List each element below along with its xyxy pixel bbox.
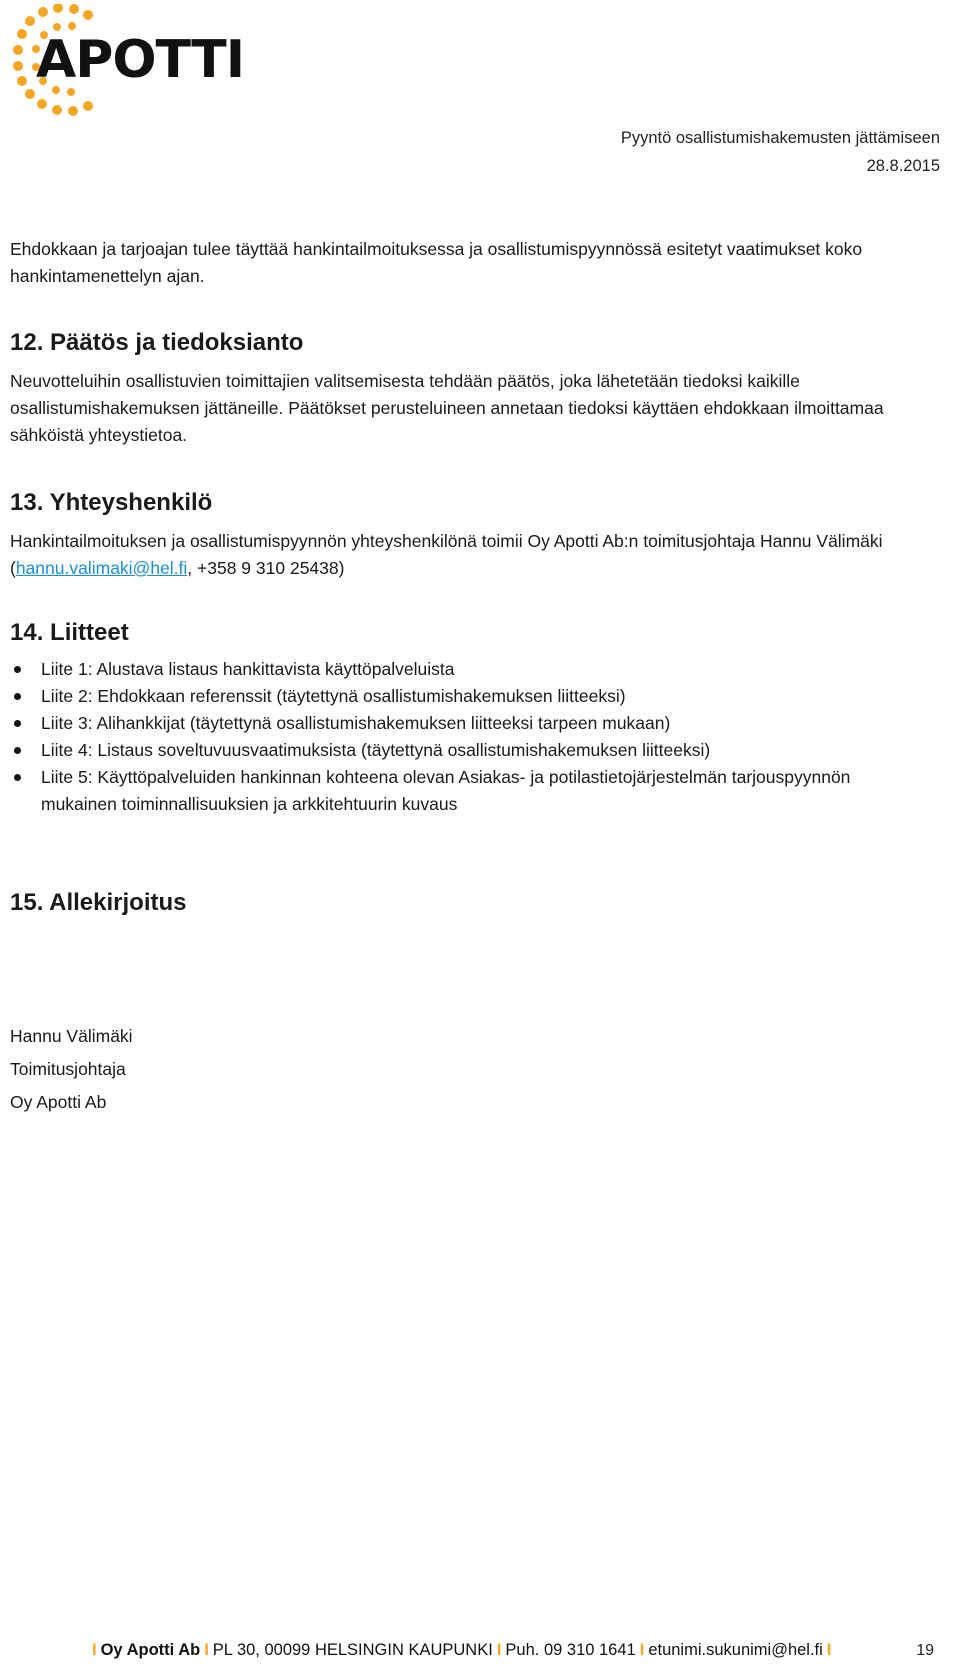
contact-text-after: , +358 9 310 25438) — [187, 558, 345, 578]
section-12-heading: 12. Päätös ja tiedoksianto — [10, 329, 304, 356]
document-header — [621, 124, 940, 180]
footer-separator: I — [92, 1641, 97, 1659]
apotti-logo — [8, 4, 248, 122]
section-14 — [10, 618, 930, 818]
section-15 — [10, 888, 930, 918]
footer-email: etunimi.sukunimi@hel.fi — [648, 1641, 823, 1659]
section-12-body: Neuvotteluihin osallistuvien toimittajien valitsemisesta tehdään päätös, joka lähetetään tiedoksi kaikille osallistumishakemuksen jättäneille. Päätökset perusteluineen annetaan tiedoksi käyttäen ehdokkaan ilmoittamaa sähköistä yhteystietoa. — [10, 371, 884, 445]
footer-separator: I — [204, 1641, 209, 1659]
signatory-company: Oy Apotti Ab — [10, 1092, 107, 1112]
attachment-item: Liite 4: Listaus soveltuvuusvaatimuksista (täytettynä osallistumishakemuksen liitteeksi) — [10, 737, 930, 764]
logo-wordmark: APOTTI — [36, 30, 245, 90]
footer-separator: I — [826, 1641, 832, 1659]
page-footer — [88, 1641, 948, 1671]
document-date: 28.8.2015 — [866, 157, 940, 175]
attachment-item: Liite 3: Alihankkijat (täytettynä osallistumishakemuksen liitteeksi tarpeen mukaan) — [10, 710, 930, 737]
attachments-list — [10, 656, 930, 818]
attachment-item: Liite 2: Ehdokkaan referenssit (täytettynä osallistumishakemuksen liitteeksi) — [10, 683, 930, 710]
contact-email-link[interactable]: hannu.valimaki@hel.fi — [15, 558, 188, 578]
section-14-heading: 14. Liitteet — [10, 619, 129, 646]
section-13 — [10, 488, 930, 582]
footer-phone: Puh. 09 310 1641 — [505, 1641, 636, 1659]
section-12 — [10, 328, 930, 449]
document-title: Pyyntö osallistumishakemusten jättämiseen — [620, 129, 940, 147]
footer-address: PL 30, 00099 HELSINGIN KAUPUNKI — [212, 1641, 493, 1659]
contact-text-before: Hankintailmoituksen ja osallistumispyynnön yhteyshenkilönä toimii Oy Apotti Ab:n toimitusjohtaja Hannu Välimäki ( — [10, 531, 883, 578]
intro-paragraph: Ehdokkaan ja tarjoajan tulee täyttää hankintailmoituksessa ja osallistumispyynnössä esitetyt vaatimukset koko hankintamenettelyn ajan. — [10, 239, 863, 286]
attachment-item: Liite 1: Alustava listaus hankittavista käyttöpalveluista — [10, 656, 930, 683]
intro-paragraph-block — [10, 236, 920, 290]
section-15-heading: 15. Allekirjoitus — [10, 889, 187, 916]
section-13-heading: 13. Yhteyshenkilö — [10, 489, 213, 516]
footer-separator: I — [496, 1641, 502, 1659]
signatory-title: Toimitusjohtaja — [10, 1059, 126, 1079]
footer-separator: I — [639, 1641, 645, 1659]
footer-company: Oy Apotti Ab — [100, 1641, 201, 1659]
section-13-body — [10, 528, 930, 582]
attachment-item: Liite 5: Käyttöpalveluiden hankinnan kohteena olevan Asiakas- ja potilastietojärjestelmän tarjouspyynnön mukainen toiminnallisuuksien ja arkkitehtuurin kuvaus — [10, 764, 930, 818]
page-number: 19 — [916, 1642, 934, 1659]
signatory-name: Hannu Välimäki — [10, 1026, 133, 1046]
signature-block — [10, 1020, 133, 1119]
